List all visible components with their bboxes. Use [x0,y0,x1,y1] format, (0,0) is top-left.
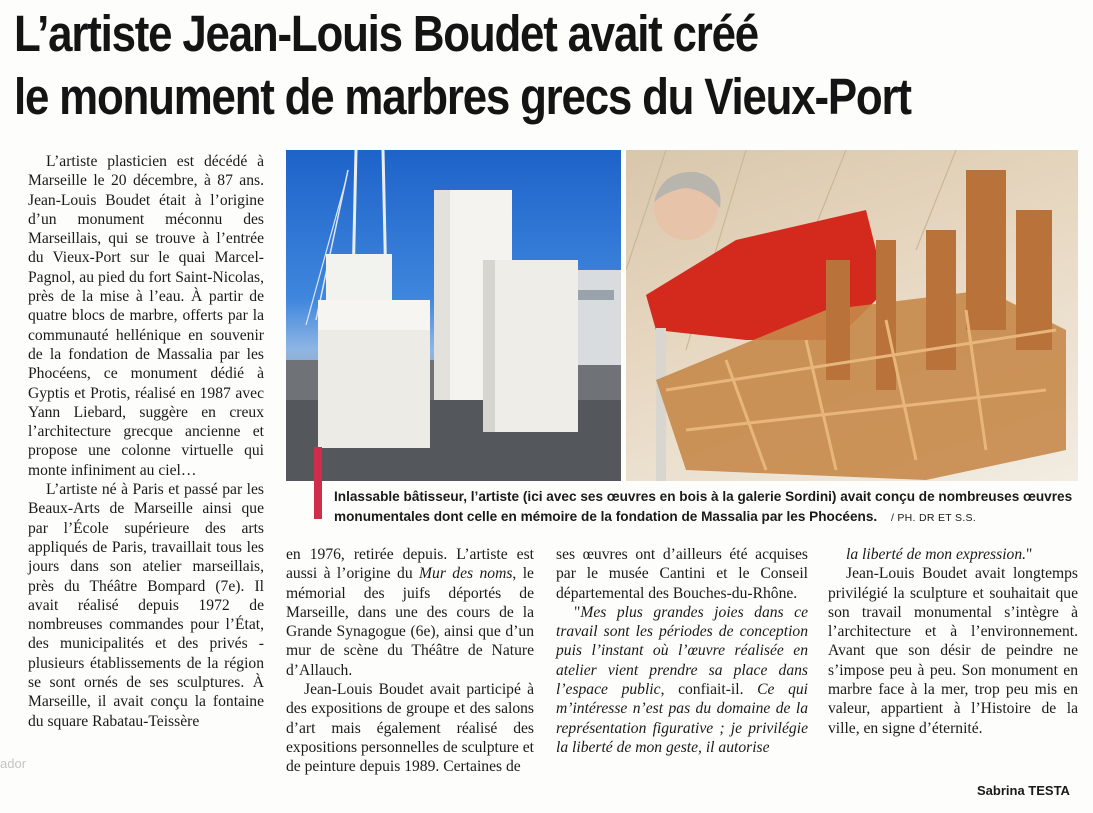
paragraph: L’artiste plasticien est décédé à Marseille le 20 décembre, à 87 ans. Jean-Louis Boudet était à l’origine d’un monument méconnu des Marseillais, qui se trouve à l’entrée du Vieux-Port sur le quai Marcel-Pagnol, au pied du fort Saint-Nicolas, près de la mise à l’eau. À partir de quatre blocs de marbre, offerts par la communauté hellénique en souvenir de la fondation de Massalia par les Phocéens, ce monument dédié à Gyptis et Protis, réalisé en 1987 avec Yann Liebard, suggère en creux l’architecture grecque ancienne et propose une colonne virtuelle qui monte infiniment au ciel… [28,153,264,479]
quote-text: la liberté de mon expression. [846,546,1027,563]
article-column-2 [286,545,534,777]
paragraph: ses œuvres ont d’ailleurs été acquises par le musée Cantini et le Conseil départemental des Bouches-du-Rhône. [556,546,808,602]
headline-line-1: L’artiste Jean-Louis Boudet avait créé [14,5,758,62]
caption-text: Inlassable bâtisseur, l’artiste (ici avec ses œuvres en bois à la galerie Sordini) avait conçu de nombreuses œuvres monumentales dont celle en mémoire de la fondation de Massalia par les Phocéens. [334,489,1073,524]
paragraph: Jean-Louis Boudet avait longtemps privilégié la sculpture et souhaitait que son travail monumental s’intègre à l’architecture et à l’environnement. Avant que son désir de peindre ne s’impose peu à peu. Son monument en marbre face à la mer, trop peu mis en valeur, appartient à l’Histoire de la ville, en signe d’éternité. [828,565,1078,737]
photo-credit: / PH. DR ET S.S. [890,512,977,524]
artist-illustration [626,150,1078,481]
photo-marble-monument [286,150,621,481]
memorial-title: Mur des noms [419,565,513,583]
photo-artist-with-wood-sculpture [626,150,1078,481]
headline [14,2,934,128]
marble-monument-illustration [286,150,621,481]
text-run: en 1976, retirée depuis. L’artiste est aussi à l’origine du [286,546,534,583]
paragraph: Jean-Louis Boudet avait participé à des expositions de groupe et des salons d’art mais également réalisé des expositions personnelles de sculpture et de peinture depuis 1989. Certaines de [286,681,534,776]
quote-text: Mes plus grandes joies dans ce travail sont les périodes de conception puis l’instant où l’œuvre réalisée en atelier vient prendre sa place dans l’espace public [556,603,808,699]
author-signature: Sabrina TESTA [977,783,1070,798]
quote-mark: " [574,603,581,621]
watermark-text: ador [0,756,27,771]
quote-paragraph [556,603,808,757]
photo-caption [334,487,1078,528]
article-column-1 [28,152,264,731]
quote-mark: " [1026,546,1033,563]
quote-text: Ce qui m’intéresse n’est pas du domaine de la représentation figurative ; je privilégie la liberté de mon geste, il autorise [556,681,808,756]
quote-end [828,545,1078,564]
article-column-3 [556,545,808,757]
paragraph [286,545,534,680]
article-column-4 [828,545,1078,738]
text-run: , le mémorial des juifs déportés de Marseille, dans une des cours de la Grande Synagogue (6e), ainsi que d’un mur de scène du Théâtre de Nature d’Allauch. [286,565,534,679]
paragraph: L’artiste né à Paris et passé par les Beaux-Arts de Marseille ainsi que par l’École supérieure des arts appliqués de Paris, travaillait tous les jours dans son atelier marseillais, près du Théâtre Bompard (7e). Il avait réalisé depuis 1972 de nombreuses commandes pour l’État, des municipalités et des privés - plusieurs établissements de la région se sont ornés de ses sculptures. À Marseille, il avait conçu la fontaine du square Rabatau-Teissère [28,481,264,730]
text-run: , confiait-il. [660,681,758,699]
headline-line-2: le monument de marbres grecs du Vieux-Port [14,68,911,125]
caption-accent-bar [314,447,322,519]
